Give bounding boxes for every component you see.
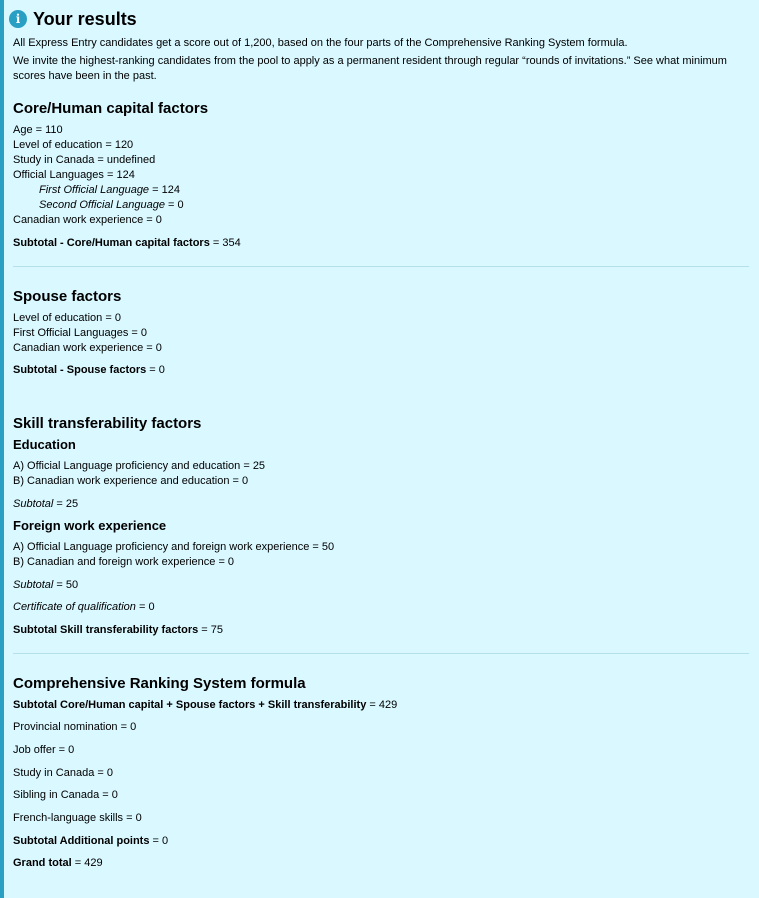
second-language-label: Second Official Language [39, 199, 165, 211]
core-study: Study in Canada = undefined [13, 154, 156, 166]
edu-subtotal-value: = 25 [53, 498, 79, 510]
spouse-languages: First Official Languages = 0 [13, 327, 148, 339]
core-subtotal [13, 236, 749, 251]
crs-additional-label: Subtotal Additional points [13, 835, 150, 847]
skill-for-a: A) Official Language proficiency and foreign work experience = 50 [13, 541, 335, 553]
core-second-language [13, 198, 749, 213]
skill-foreign-title: Foreign work experience [13, 518, 167, 533]
crs-additional [13, 834, 749, 849]
spouse-subtotal-label: Subtotal - Spouse factors [13, 364, 147, 376]
certificate-value: = 0 [135, 601, 155, 613]
spouse-subtotal-value: = 0 [146, 364, 165, 376]
core-subtotal-value: = 354 [209, 237, 241, 249]
info-icon: i [9, 10, 27, 28]
intro-paragraph-1: All Express Entry candidates get a score out of 1,200, based on the four parts of the Comprehensive Ranking System formula. [13, 37, 628, 49]
core-subtotal-label: Subtotal - Core/Human capital factors [13, 237, 210, 249]
skill-certificate [13, 600, 749, 615]
skill-edu-subtotal [13, 497, 749, 512]
skill-subtotal [13, 623, 749, 638]
skill-title: Skill transferability factors [13, 415, 202, 432]
crs-job: Job offer = 0 [13, 744, 75, 756]
crs-sibling: Sibling in Canada = 0 [13, 789, 118, 801]
crs-combined-value: = 429 [366, 699, 398, 711]
grand-total-label: Grand total [13, 857, 72, 869]
certificate-label: Certificate of qualification [13, 601, 136, 613]
spouse-title: Spouse factors [13, 288, 122, 305]
crs-combined [13, 698, 749, 713]
crs-section [13, 675, 749, 871]
edu-subtotal-label: Subtotal [13, 498, 54, 510]
core-section [13, 100, 749, 251]
intro-paragraph-2: We invite the highest-ranking candidates from the pool to apply as a permanent resident through regular “rounds of invitations.” See what minimum scores have been in the past. [13, 55, 727, 82]
crs-french: French-language skills = 0 [13, 812, 142, 824]
for-subtotal-label: Subtotal [13, 579, 54, 591]
core-first-language [13, 183, 749, 198]
page-title: Your results [33, 8, 137, 29]
core-age: Age = 110 [13, 124, 63, 136]
spouse-section [13, 288, 749, 378]
skill-edu-a: A) Official Language proficiency and education = 25 [13, 460, 266, 472]
skill-section [13, 415, 749, 638]
core-education: Level of education = 120 [13, 139, 134, 151]
skill-subtotal-label: Subtotal Skill transferability factors [13, 624, 199, 636]
for-subtotal-value: = 50 [53, 579, 79, 591]
first-language-label: First Official Language [39, 184, 150, 196]
divider [13, 653, 749, 654]
crs-grand-total [13, 856, 749, 871]
second-language-value: = 0 [164, 199, 184, 211]
crs-study: Study in Canada = 0 [13, 767, 113, 779]
core-work: Canadian work experience = 0 [13, 214, 162, 226]
crs-combined-label: Subtotal Core/Human capital + Spouse factors + Skill transferability [13, 699, 367, 711]
spouse-subtotal [13, 363, 749, 378]
spouse-education: Level of education = 0 [13, 312, 121, 324]
skill-edu-b: B) Canadian work experience and education = 0 [13, 475, 249, 487]
crs-title: Comprehensive Ranking System formula [13, 675, 306, 692]
first-language-value: = 124 [149, 184, 180, 196]
results-header [9, 6, 749, 32]
spouse-work: Canadian work experience = 0 [13, 342, 162, 354]
grand-total-value: = 429 [71, 857, 103, 869]
skill-subtotal-value: = 75 [198, 624, 223, 636]
crs-additional-value: = 0 [149, 835, 169, 847]
core-languages: Official Languages = 124 [13, 169, 135, 181]
core-title: Core/Human capital factors [13, 100, 209, 117]
skill-education-title: Education [13, 437, 76, 452]
crs-provincial: Provincial nomination = 0 [13, 721, 137, 733]
skill-for-subtotal [13, 578, 749, 593]
skill-for-b: B) Canadian and foreign work experience = 0 [13, 556, 235, 568]
divider [13, 266, 749, 267]
intro-text [13, 36, 749, 84]
